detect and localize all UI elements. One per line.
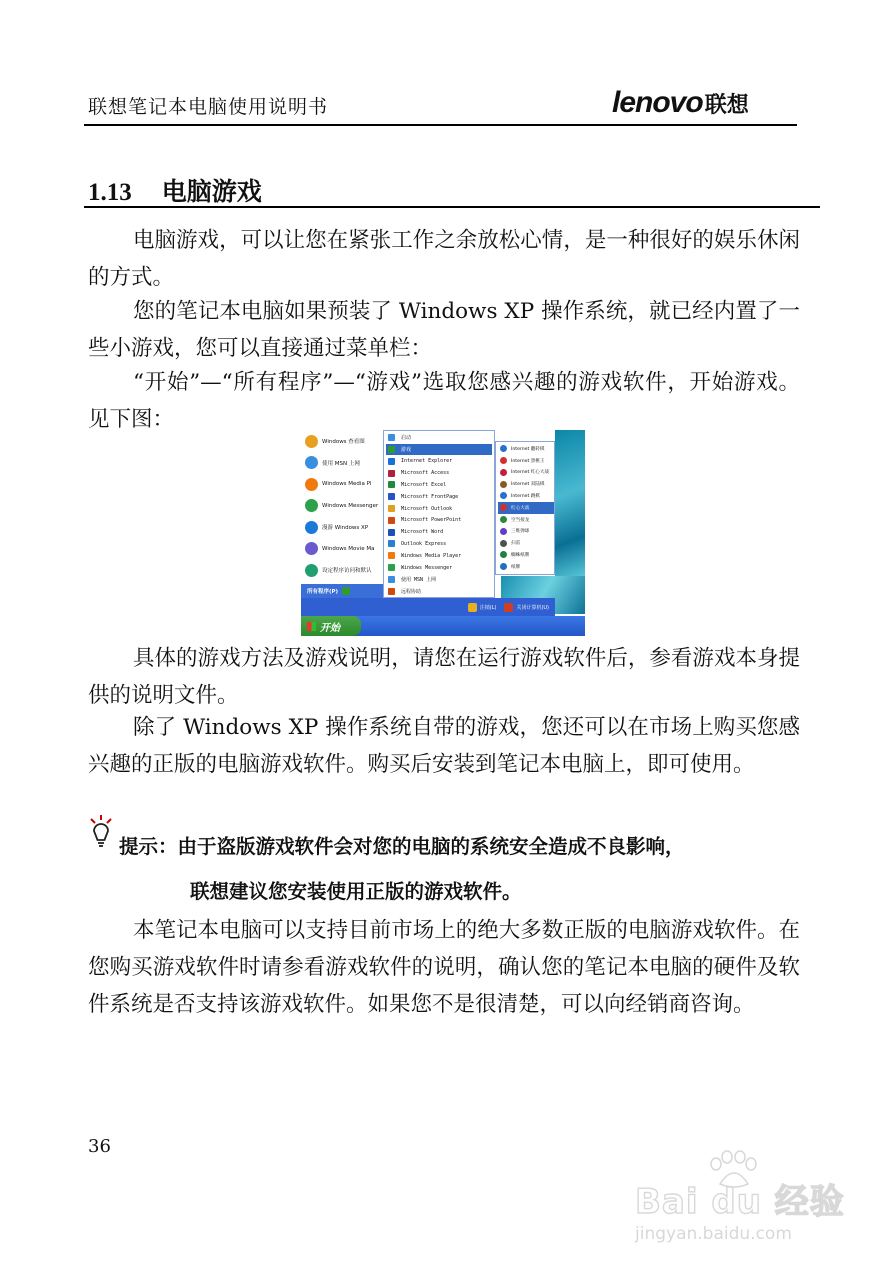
header-divider (84, 124, 797, 126)
watermark-url: jingyan.baidu.com (635, 1224, 792, 1244)
tip-line-1: 提示：由于盗版游戏软件会对您的电脑的系统安全造成不良影响， (119, 835, 685, 858)
menu-item-label: Windows Movie Ma (322, 545, 375, 552)
programs-menu-item[interactable] (386, 503, 492, 515)
windows-flag-icon (307, 622, 316, 631)
menu-item-label: Microsoft Excel (401, 481, 447, 488)
games-menu-item[interactable] (498, 526, 554, 538)
menu-item-label: 扫雷 (511, 541, 521, 547)
games-menu-item[interactable] (498, 502, 554, 514)
section-title: 电脑游戏 (161, 177, 262, 206)
program-icon (388, 505, 395, 512)
paragraph-xp-games: 您的笔记本电脑如果预装了 Windows XP 操作系统，就已经内置了一些小游戏，您可以直接通过菜单栏： (88, 299, 800, 361)
program-icon (388, 458, 395, 465)
menu-item-label: Microsoft PowerPoint (401, 517, 462, 524)
program-icon (305, 564, 318, 577)
start-menu-item[interactable] (305, 518, 383, 536)
menu-item-label: 空当接龙 (511, 517, 530, 523)
program-icon (388, 434, 395, 441)
paragraph-buy-games: 除了 Windows XP 操作系统自带的游戏，您还可以在市场上购买您感兴趣的正版的电脑游戏软件。购买后安装到笔记本电脑上，即可使用。 (88, 715, 800, 777)
section-heading (88, 172, 262, 208)
tip-line-2: 联想建议您安装使用正版的游戏软件。 (190, 880, 522, 903)
shutdown-button[interactable] (504, 603, 549, 612)
menu-item-label: 三维弹球 (511, 529, 530, 535)
logoff-label: 注销(L) (479, 604, 497, 611)
games-menu-item[interactable] (498, 514, 554, 526)
programs-menu-item[interactable] (386, 444, 492, 456)
program-icon (500, 457, 507, 464)
program-icon (500, 551, 507, 558)
program-icon (388, 493, 395, 500)
menu-item-label: Windows Media Player (401, 552, 462, 559)
menu-item-label: 使用 MSN 上网 (401, 576, 437, 583)
program-icon (388, 529, 395, 536)
menu-item-label: 蜘蛛纸牌 (511, 552, 530, 558)
program-icon (388, 564, 395, 571)
program-icon (305, 435, 318, 448)
menu-item-label: Windows Media Pl (322, 481, 372, 487)
program-icon (305, 456, 318, 469)
start-menu-item[interactable] (305, 475, 383, 493)
program-icon (388, 588, 395, 595)
key-icon (468, 603, 477, 612)
arrow-right-icon (342, 587, 350, 595)
start-menu-footer (301, 598, 555, 616)
program-icon (305, 542, 318, 555)
program-icon (500, 445, 507, 452)
menu-item-label: 纸牌 (511, 564, 521, 570)
menu-item-label: Windows 查看图 (322, 439, 365, 445)
program-icon (500, 528, 507, 535)
program-icon (388, 517, 395, 524)
paragraph-intro: 电脑游戏，可以让您在紧张工作之余放松心情，是一种很好的娱乐休闲的方式。 (88, 228, 800, 290)
all-programs-button[interactable] (301, 584, 383, 598)
program-icon (305, 478, 318, 491)
programs-menu-item[interactable] (386, 456, 492, 468)
menu-item-label: 使用 MSN 上网 (322, 460, 360, 467)
program-icon (500, 540, 507, 547)
start-menu-item[interactable] (305, 561, 383, 579)
logoff-button[interactable] (468, 603, 497, 612)
games-menu-item[interactable] (498, 561, 554, 573)
lenovo-logo (612, 86, 749, 120)
power-icon (504, 603, 513, 612)
paragraph-compatibility: 本笔记本电脑可以支持目前市场上的绝大多数正版的电脑游戏软件。在您购买游戏软件时请参看游戏软件的说明，确认您的笔记本电脑的硬件及软件系统是否支持该游戏软件。如果您不是很清楚，可以向经销商咨询。 (88, 918, 800, 1017)
games-menu-item[interactable] (498, 549, 554, 561)
baidu-watermark (630, 1150, 845, 1250)
games-menu (495, 441, 555, 575)
games-menu-item[interactable] (498, 537, 554, 549)
programs-menu-item[interactable] (386, 562, 492, 574)
program-icon (388, 481, 395, 488)
program-icon (500, 516, 507, 523)
menu-item-label: Outlook Express (401, 540, 447, 547)
start-menu-item[interactable] (305, 497, 383, 515)
program-icon (500, 469, 507, 476)
programs-menu-item[interactable] (386, 467, 492, 479)
all-programs-label: 所有程序(P) (307, 589, 339, 595)
paragraph-instructions: 具体的游戏方法及游戏说明，请您在运行游戏软件后，参看游戏本身提供的说明文件。 (88, 646, 800, 708)
programs-menu-item[interactable] (386, 574, 492, 586)
program-icon (305, 499, 318, 512)
lightbulb-icon (88, 814, 114, 852)
menu-item-label: 设定程序访问和默认 (322, 568, 372, 574)
menu-item-label: Internet 双陆棋 (511, 482, 545, 488)
menu-item-label: Internet Explorer (401, 458, 453, 465)
program-icon (500, 481, 507, 488)
program-icon (388, 446, 395, 453)
start-menu-screenshot (301, 430, 585, 636)
programs-menu-item[interactable] (386, 538, 492, 550)
program-icon (388, 540, 395, 547)
programs-menu-item[interactable] (386, 479, 492, 491)
logo-cn: 联想 (704, 92, 749, 117)
games-menu-item[interactable] (498, 490, 554, 502)
logo-text: lenovo (612, 86, 703, 119)
program-icon (388, 576, 395, 583)
menu-item-label: Windows Messenger (322, 502, 379, 509)
programs-menu-item[interactable] (386, 526, 492, 538)
program-icon (388, 470, 395, 477)
menu-item-label: Microsoft FrontPage (401, 493, 459, 500)
menu-item-label: 启动 (401, 435, 412, 442)
programs-menu-item[interactable] (386, 550, 492, 562)
program-icon (388, 552, 395, 559)
taskbar (301, 616, 585, 636)
programs-menu-item[interactable] (386, 432, 492, 444)
menu-item-label: 游戏 (401, 447, 412, 454)
games-menu-item[interactable] (498, 443, 554, 455)
programs-menu-item[interactable] (386, 491, 492, 503)
menu-item-label: Microsoft Access (401, 470, 450, 477)
watermark-brand: Bai du 经验 (635, 1182, 845, 1222)
games-menu-item[interactable] (498, 467, 554, 479)
program-icon (500, 563, 507, 570)
section-number: 1.13 (88, 179, 132, 206)
menu-item-label: Internet 翻转棋 (511, 446, 545, 452)
program-icon (305, 521, 318, 534)
programs-menu-item[interactable] (386, 515, 492, 527)
menu-item-label: Internet 黑桃王 (511, 458, 545, 464)
menu-item-label: Internet 跳棋 (511, 493, 540, 499)
games-menu-item[interactable] (498, 478, 554, 490)
games-menu-item[interactable] (498, 455, 554, 467)
menu-item-label: Microsoft Word (401, 529, 444, 536)
header-title: 联想笔记本电脑使用说明书 (88, 96, 329, 118)
program-icon (500, 492, 507, 499)
start-menu-item[interactable] (305, 454, 383, 472)
programs-menu (383, 430, 495, 598)
start-button[interactable] (301, 616, 361, 636)
menu-item-label: 红心大战 (511, 505, 530, 511)
start-menu-item[interactable] (305, 540, 383, 558)
programs-menu-item[interactable] (386, 585, 492, 597)
start-menu-item[interactable] (305, 432, 383, 450)
section-divider (84, 206, 820, 208)
paragraph-menu-path: “开始”—“所有程序”—“游戏”选取您感兴趣的游戏软件，开始游戏。见下图： (88, 370, 800, 432)
menu-item-label: Microsoft Outlook (401, 505, 453, 512)
page-number: 36 (88, 1136, 111, 1157)
shutdown-label: 关闭计算机(U) (516, 604, 549, 611)
program-icon (500, 504, 507, 511)
menu-item-label: Internet 红心大战 (511, 470, 550, 476)
menu-item-label: Windows Messenger (401, 564, 453, 571)
start-label: 开始 (320, 622, 340, 634)
menu-item-label: 漫游 Windows XP (322, 525, 369, 531)
menu-item-label: 远程协助 (401, 588, 422, 595)
